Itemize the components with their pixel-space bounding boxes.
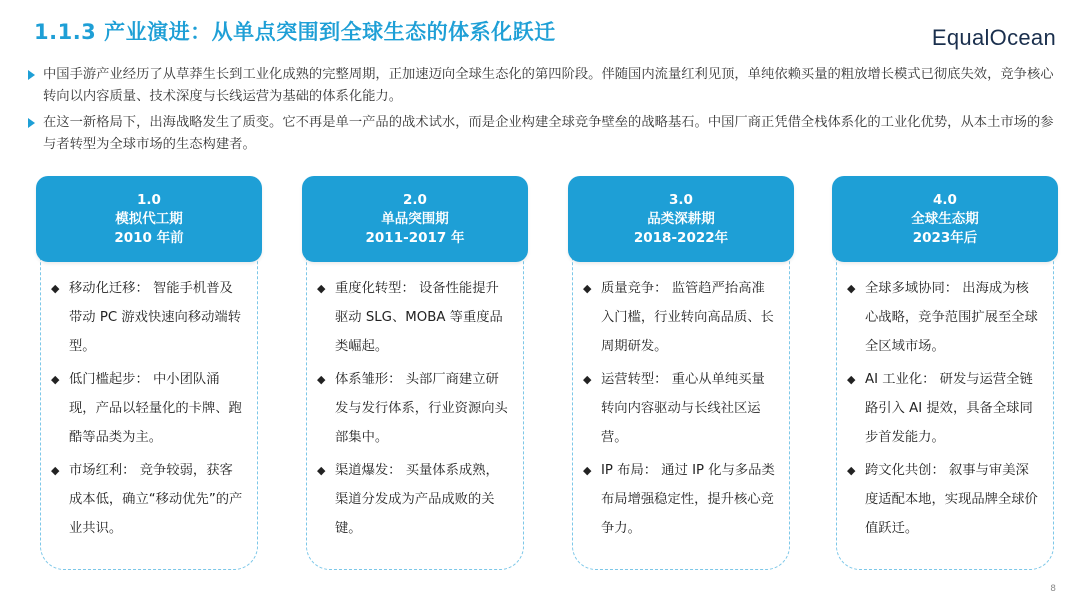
stage-item-text: 重度化转型： 设备性能提升驱动 SLG、MOBA 等重度品类崛起。 xyxy=(335,281,503,354)
stage-item-text: 低门槛起步： 中小团队涌现，产品以轻量化的卡牌、跑酷等品类为主。 xyxy=(69,372,242,445)
diamond-bullet-icon: ◆ xyxy=(51,464,60,477)
diamond-bullet-icon: ◆ xyxy=(583,282,592,295)
diamond-bullet-icon: ◆ xyxy=(847,464,856,477)
stage-item-text: AI 工业化： 研发与运营全链路引入 AI 提效，具备全球同步首发能力。 xyxy=(865,372,1033,445)
stage-item-text: 全球多域协同： 出海成为核心战略，竞争范围扩展至全球全区域市场。 xyxy=(865,281,1038,354)
stage-card-1 xyxy=(36,176,262,570)
stage-header xyxy=(302,176,528,262)
stage-body xyxy=(836,244,1054,570)
diamond-bullet-icon: ◆ xyxy=(51,373,60,386)
intro-text: 在这一新格局下，出海战略发生了质变。它不再是单一产品的战术试水，而是企业构建全球竞争壁垒的战略基石。中国厂商正凭借全栈体系化的工业化优势，从本土市场的参与者转型为全球市场的生态构建者。 xyxy=(43,115,1054,152)
diamond-bullet-icon: ◆ xyxy=(317,282,326,295)
intro-bullet xyxy=(28,112,1058,156)
stage-item xyxy=(317,365,511,452)
intro-bullet xyxy=(28,64,1058,108)
stage-item-text: 跨文化共创： 叙事与审美深度适配本地，实现品牌全球价值跃迁。 xyxy=(865,463,1038,536)
stage-card-2 xyxy=(302,176,528,570)
diamond-bullet-icon: ◆ xyxy=(583,464,592,477)
diamond-bullet-icon: ◆ xyxy=(583,373,592,386)
stage-item-text: IP 布局： 通过 IP 化与多品类布局增强稳定性，提升核心竞争力。 xyxy=(601,463,775,536)
stage-header xyxy=(832,176,1058,262)
stage-version: 1.0 xyxy=(137,191,161,208)
stage-name: 品类深耕期 xyxy=(647,210,715,227)
stage-body xyxy=(306,244,524,570)
stage-name: 全球生态期 xyxy=(911,210,979,227)
stage-item xyxy=(51,274,245,361)
stage-item xyxy=(317,456,511,543)
page-title: 1.1.3 产业演进：从单点突围到全球生态的体系化跃迁 xyxy=(34,20,556,44)
stage-item-text: 渠道爆发： 买量体系成熟，渠道分发成为产品成败的关键。 xyxy=(335,463,499,536)
stage-item xyxy=(317,274,511,361)
stage-card-3 xyxy=(568,176,794,570)
stage-timeline xyxy=(36,176,1058,572)
brand-logo: EqualOcean xyxy=(931,25,1056,50)
diamond-bullet-icon: ◆ xyxy=(51,282,60,295)
stage-version: 3.0 xyxy=(669,191,693,208)
stage-period: 2010 年前 xyxy=(114,229,184,246)
stage-item xyxy=(583,365,777,452)
stage-name: 单品突围期 xyxy=(381,210,449,227)
stage-item xyxy=(51,365,245,452)
intro-text: 中国手游产业经历了从草莽生长到工业化成熟的完整周期，正加速迈向全球生态化的第四阶段。伴随国内流量红利见顶，单纯依赖买量的粗放增长模式已彻底失效，竞争核心转向以内容质量、技术深度与长线运营为基础的体系化能力。 xyxy=(43,67,1054,104)
stage-item xyxy=(847,365,1041,452)
stage-item xyxy=(583,456,777,543)
diamond-bullet-icon: ◆ xyxy=(847,282,856,295)
stage-name: 模拟代工期 xyxy=(115,210,183,227)
stage-period: 2023年后 xyxy=(912,229,978,246)
stage-item-text: 移动化迁移： 智能手机普及带动 PC 游戏快速向移动端转型。 xyxy=(69,281,242,354)
intro-list xyxy=(28,64,1058,160)
stage-item-text: 运营转型： 重心从单纯买量转向内容驱动与长线社区运营。 xyxy=(601,372,765,445)
diamond-bullet-icon: ◆ xyxy=(847,373,856,386)
diamond-bullet-icon: ◆ xyxy=(317,464,326,477)
stage-item xyxy=(583,274,777,361)
stage-item xyxy=(847,456,1041,543)
stage-version: 2.0 xyxy=(403,191,427,208)
stage-period: 2011-2017 年 xyxy=(365,229,465,246)
stage-period: 2018-2022年 xyxy=(633,229,729,246)
stage-item-text: 市场红利： 竞争较弱，获客成本低，确立“移动优先”的产业共识。 xyxy=(69,463,243,536)
page-number: 8 xyxy=(1050,584,1056,594)
stage-item-text: 质量竞争： 监管趋严抬高准入门槛，行业转向高品质、长周期研发。 xyxy=(601,281,774,354)
triangle-bullet-icon xyxy=(28,118,35,128)
stage-item-text: 体系雏形： 头部厂商建立研发与发行体系，行业资源向头部集中。 xyxy=(335,372,508,445)
stage-item xyxy=(847,274,1041,361)
stage-header xyxy=(36,176,262,262)
stage-version: 4.0 xyxy=(933,191,957,208)
stage-card-4 xyxy=(832,176,1058,570)
stage-body xyxy=(40,244,258,570)
stage-item xyxy=(51,456,245,543)
triangle-bullet-icon xyxy=(28,70,35,80)
stage-body xyxy=(572,244,790,570)
stage-header xyxy=(568,176,794,262)
diamond-bullet-icon: ◆ xyxy=(317,373,326,386)
